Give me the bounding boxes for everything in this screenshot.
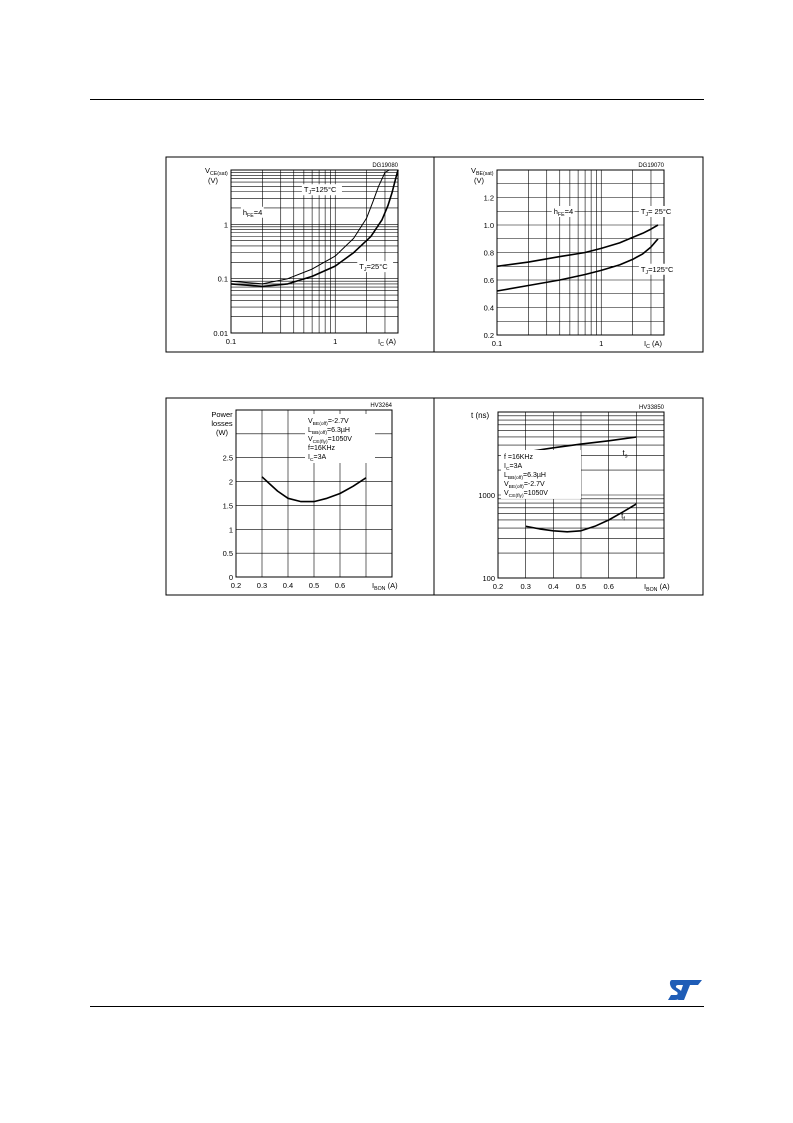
curve-label-3-1: $t_f$ — [621, 511, 625, 523]
y-axis-label-1: $V_{BE(sat)}$ — [471, 166, 494, 177]
x-tick-label-1-0: 0.1 — [491, 339, 503, 348]
legend-line-2-4: $I_C=3A$ — [308, 454, 327, 463]
x-axis-label-3: $I_{BON}$ (A) — [644, 582, 670, 593]
y-tick-label-2-1: 0.5 — [222, 549, 233, 559]
x-tick-label-1-1: 1 — [599, 339, 604, 348]
y-tick-label-1-1: 0.4 — [483, 303, 494, 313]
series-1-1 — [497, 239, 658, 291]
y-tick-label-0-0: 0.01 — [213, 329, 228, 338]
x-tick-label-2-1: 0.3 — [256, 581, 268, 590]
legend-line-3-4: $V_{CE(fly)}=1050V$ — [504, 489, 548, 499]
y-axis-label-2-0: Power — [211, 410, 233, 419]
x-axis-label-0: $I_C$ (A) — [378, 337, 396, 348]
x-tick-label-3-1: 0.3 — [520, 582, 531, 591]
legend-line-3-0: f =16KHz — [504, 453, 533, 461]
x-tick-label-3-0: 0.2 — [492, 582, 504, 591]
x-tick-label-3-3: 0.5 — [575, 582, 587, 591]
x-axis-label-2: $I_{BON}$ (A) — [372, 581, 398, 592]
x-tick-label-2-0: 0.2 — [230, 581, 242, 590]
chart-code-3: HV33850 — [638, 405, 664, 411]
y-tick-label-1-4: 1.0 — [483, 221, 494, 230]
y-tick-label-1-5: 1.2 — [483, 193, 494, 203]
annotation-0-1: $h_{FE}=4$ — [242, 207, 263, 219]
legend-line-3-1: $I_C=3A$ — [504, 462, 523, 472]
legend-line-3-2: $L_{BB(off)}=6.3\mu H$ — [504, 471, 546, 481]
legend-line-2-3: f=16KHz — [308, 445, 336, 452]
y-axis-label-0: $V_{CE(sat)}$ — [205, 166, 228, 177]
x-tick-label-2-2: 0.4 — [282, 581, 294, 590]
y-tick-label-0-1: 0.1 — [217, 274, 228, 284]
x-tick-label-0-0: 0.1 — [225, 337, 237, 346]
series-1-0 — [497, 225, 658, 266]
chart-code-0: DG19080 — [372, 163, 398, 169]
y-tick-label-3-0: 100 — [482, 574, 495, 583]
y-axis-unit-0: (V) — [208, 176, 218, 185]
y-tick-label-2-5: 2.5 — [222, 453, 233, 463]
y-axis-label-2-2: (W) — [215, 428, 229, 437]
y-axis-label-2-1: losses — [211, 419, 233, 428]
x-tick-label-2-3: 0.5 — [308, 581, 320, 590]
y-tick-label-2-3: 1.5 — [222, 501, 233, 511]
annotation-0-0: $T_J=125^\circ C$ — [303, 185, 337, 197]
y-axis-label-3: t (ns) — [471, 411, 490, 420]
y-tick-label-2-4: 2 — [228, 477, 233, 487]
annotation-1-1: $T_J= 25^\circ C$ — [640, 207, 672, 218]
x-axis-label-1: $I_C$ (A) — [644, 339, 662, 350]
legend-line-2-2: $V_{CE(fly)}=1050V$ — [308, 436, 352, 445]
x-tick-label-0-1: 1 — [333, 337, 338, 346]
x-tick-label-3-2: 0.4 — [548, 582, 559, 591]
x-tick-label-2-4: 0.6 — [334, 581, 346, 590]
legend-line-2-1: $L_{BB(off)}=6.3\mu H$ — [308, 427, 350, 436]
legend-line-2-0: $V_{BE(off)}=-2.7V$ — [308, 418, 349, 427]
legend-line-3-3: $V_{BE(off)}=-2.7V$ — [504, 480, 545, 490]
y-tick-label-1-0: 0.2 — [483, 331, 494, 340]
annotation-1-0: $h_{FE}=4$ — [553, 207, 574, 218]
y-tick-label-1-3: 0.8 — [483, 248, 494, 258]
x-tick-label-3-4: 0.6 — [603, 582, 614, 591]
curve-label-3-0: $t_s$ — [622, 448, 628, 460]
annotation-0-2: $T_J=25^\circ C$ — [359, 262, 388, 274]
y-tick-label-0-2: 1 — [223, 220, 228, 230]
y-tick-label-3-1: 1000 — [478, 491, 495, 500]
y-tick-label-2-0: 0 — [228, 573, 233, 582]
annotation-1-2: $T_J=125^\circ C$ — [640, 264, 674, 276]
y-axis-unit-1: (V) — [474, 176, 484, 185]
chart-code-1: DG19070 — [638, 163, 664, 169]
st-logo-icon — [666, 978, 704, 1002]
y-tick-label-2-2: 1 — [228, 525, 233, 535]
y-tick-label-1-2: 0.6 — [483, 276, 494, 285]
chart-code-2: HV3264 — [370, 403, 392, 409]
